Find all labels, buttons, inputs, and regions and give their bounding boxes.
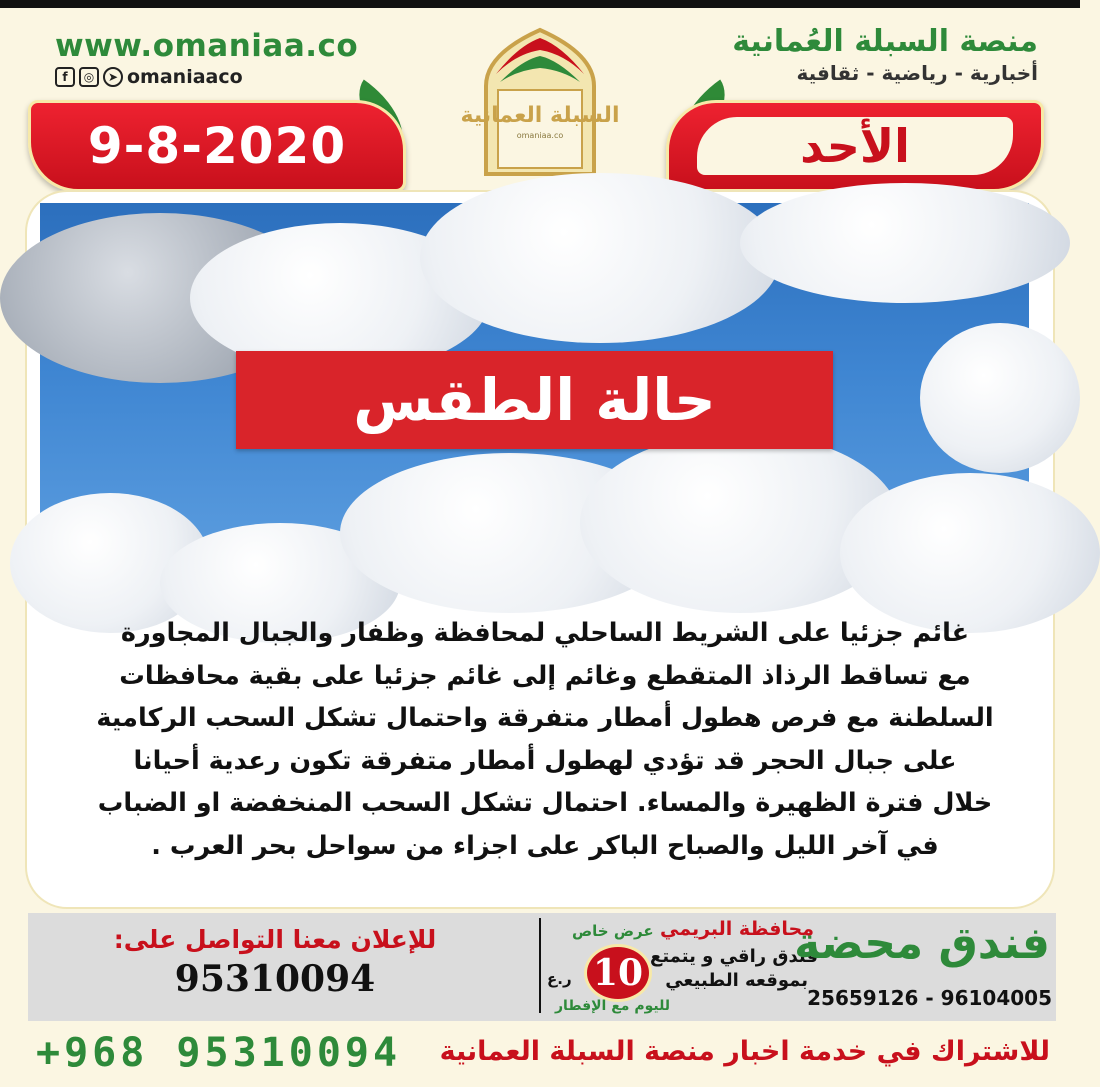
date-text: 9-8-2020 [87, 117, 347, 175]
forecast-line: غائم جزئيا على الشريط الساحلي لمحافظة وظفار والجبال المجاورة [120, 618, 970, 648]
hotel-name: فندق محضة [794, 918, 1050, 969]
forecast-line: على جبال الحجر قد تؤدي لهطول أمطار متفرقة تكون رعدية أحيانا [133, 745, 957, 776]
site-url[interactable]: www.omaniaa.co [55, 28, 359, 64]
advertise-contact [40, 925, 510, 1000]
currency-label: ر.ع [547, 970, 572, 988]
telegram-icon[interactable]: ➤ [103, 67, 123, 87]
subscribe-text: للاشتراك في خدمة اخبار منصة السبلة العمانية [439, 1036, 1050, 1067]
subscribe-number[interactable]: +968 95310094 [36, 1030, 402, 1076]
price-value: 10 [592, 952, 644, 994]
brand-left [55, 28, 358, 88]
platform-name: منصة السبلة العُمانية [732, 24, 1038, 59]
brand-right [732, 24, 1038, 85]
forecast-line: السلطنة مع فرص هطول أمطار متفرقة واحتمال تشكل السحب الركامية [96, 703, 994, 733]
advertise-number[interactable]: 95310094 [174, 958, 376, 1000]
logo-text-small: omaniaa.co [516, 131, 564, 140]
weather-title: حالة الطقس [353, 366, 716, 434]
offer-note: لليوم مع الإفطار [555, 998, 671, 1014]
forecast-text [40, 612, 1050, 867]
weather-title-banner [236, 351, 833, 449]
omaniaa-logo [460, 24, 620, 180]
hotel-governorate: محافظة البريمي [660, 918, 814, 940]
offer-label: عرض خاص [572, 922, 654, 940]
top-border [0, 0, 1080, 8]
advertise-label: للإعلان معنا التواصل على: [113, 925, 437, 954]
date-pill [28, 100, 406, 192]
social-handle[interactable]: omaniaaco [127, 66, 243, 88]
day-text: الأحد [800, 119, 910, 173]
price-badge [584, 944, 652, 1002]
logo-text-main: السبلة العمانية [460, 103, 620, 128]
social-row [55, 66, 358, 88]
facebook-icon[interactable]: f [55, 67, 75, 87]
hotel-description: فندق راقي و يتمتع [650, 946, 818, 967]
hotel-description-2: بموقعه الطبيعي [665, 970, 808, 991]
forecast-line: في آخر الليل والصباح الباكر على اجزاء من سواحل بحر العرب . [151, 830, 939, 861]
instagram-icon[interactable]: ◎ [79, 67, 99, 87]
platform-tagline: أخبارية - رياضية - ثقافية [796, 61, 1038, 85]
hotel-phones[interactable]: 25659126 - 96104005 [807, 986, 1052, 1010]
forecast-line: خلال فترة الظهيرة والمساء. احتمال تشكل السحب المنخفضة او الضباب [97, 788, 993, 818]
forecast-line: مع تساقط الرذاذ المتقطع وغائم إلى غائم جزئيا على بقية محافظات [119, 660, 971, 691]
day-pill [666, 100, 1044, 192]
ad-divider [539, 918, 541, 1013]
